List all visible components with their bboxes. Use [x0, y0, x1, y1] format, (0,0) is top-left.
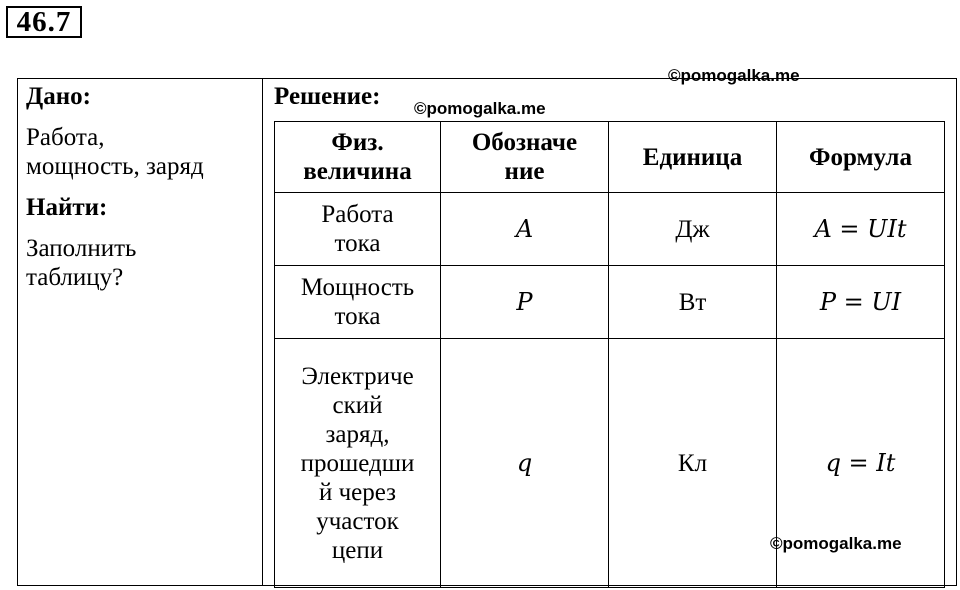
column-divider: [262, 78, 263, 586]
header-quantity: [275, 122, 441, 193]
cell-symbol: P: [441, 266, 609, 339]
header-unit: [609, 122, 777, 193]
find-heading: Найти:: [26, 194, 108, 221]
quantity-line: Мощность: [300, 274, 415, 301]
quantity-line: заряд,: [325, 420, 390, 448]
quantity-line: цепи: [331, 536, 384, 564]
watermark-top-right: ©pomogalka.me: [668, 66, 800, 85]
cell-quantity: [275, 339, 441, 588]
cell-unit: Кл: [609, 339, 777, 588]
cell-formula: P = UI: [777, 266, 945, 339]
header-symbol-line1: Обозначе: [471, 129, 578, 156]
quantity-line: тока: [334, 303, 381, 330]
header-formula-label: Формула: [809, 143, 912, 171]
given-heading: Дано:: [26, 83, 91, 110]
cell-unit: Дж: [609, 193, 777, 266]
cell-unit: Вт: [609, 266, 777, 339]
find-text-line1: Заполнить: [26, 235, 137, 262]
table-row: [275, 193, 945, 266]
cell-quantity: [275, 266, 441, 339]
header-formula: [777, 122, 945, 193]
header-unit-label: Единица: [642, 143, 743, 171]
problem-number: 46.7: [6, 6, 82, 38]
solution-table: [274, 121, 945, 588]
header-quantity-line1: Физ.: [331, 129, 384, 156]
quantity-line: участок: [316, 507, 399, 535]
given-section: [26, 82, 256, 292]
table-row: [275, 266, 945, 339]
header-symbol: [441, 122, 609, 193]
cell-quantity: [275, 193, 441, 266]
quantity-line: тока: [334, 230, 381, 257]
cell-symbol: q: [441, 339, 609, 588]
quantity-line: Работа: [321, 201, 394, 228]
quantity-line: прошедши: [300, 449, 415, 477]
cell-symbol: A: [441, 193, 609, 266]
given-text-line1: Работа,: [26, 124, 105, 151]
header-quantity-line2: величина: [303, 158, 412, 185]
find-text-line2: таблицу?: [26, 264, 124, 291]
quantity-line: Электриче: [301, 362, 414, 390]
cell-formula: q = It: [777, 339, 945, 588]
given-text-line2: мощность, заряд: [26, 153, 204, 180]
cell-formula: A = UIt: [777, 193, 945, 266]
watermark-solution: ©pomogalka.me: [414, 99, 546, 118]
quantity-line: ский: [332, 391, 383, 419]
solution-heading: Решение:: [274, 83, 381, 110]
header-symbol-line2: ние: [504, 158, 545, 185]
watermark-bottom-right: ©pomogalka.me: [770, 534, 902, 553]
table-header-row: [275, 122, 945, 193]
quantity-line: й через: [318, 478, 397, 506]
